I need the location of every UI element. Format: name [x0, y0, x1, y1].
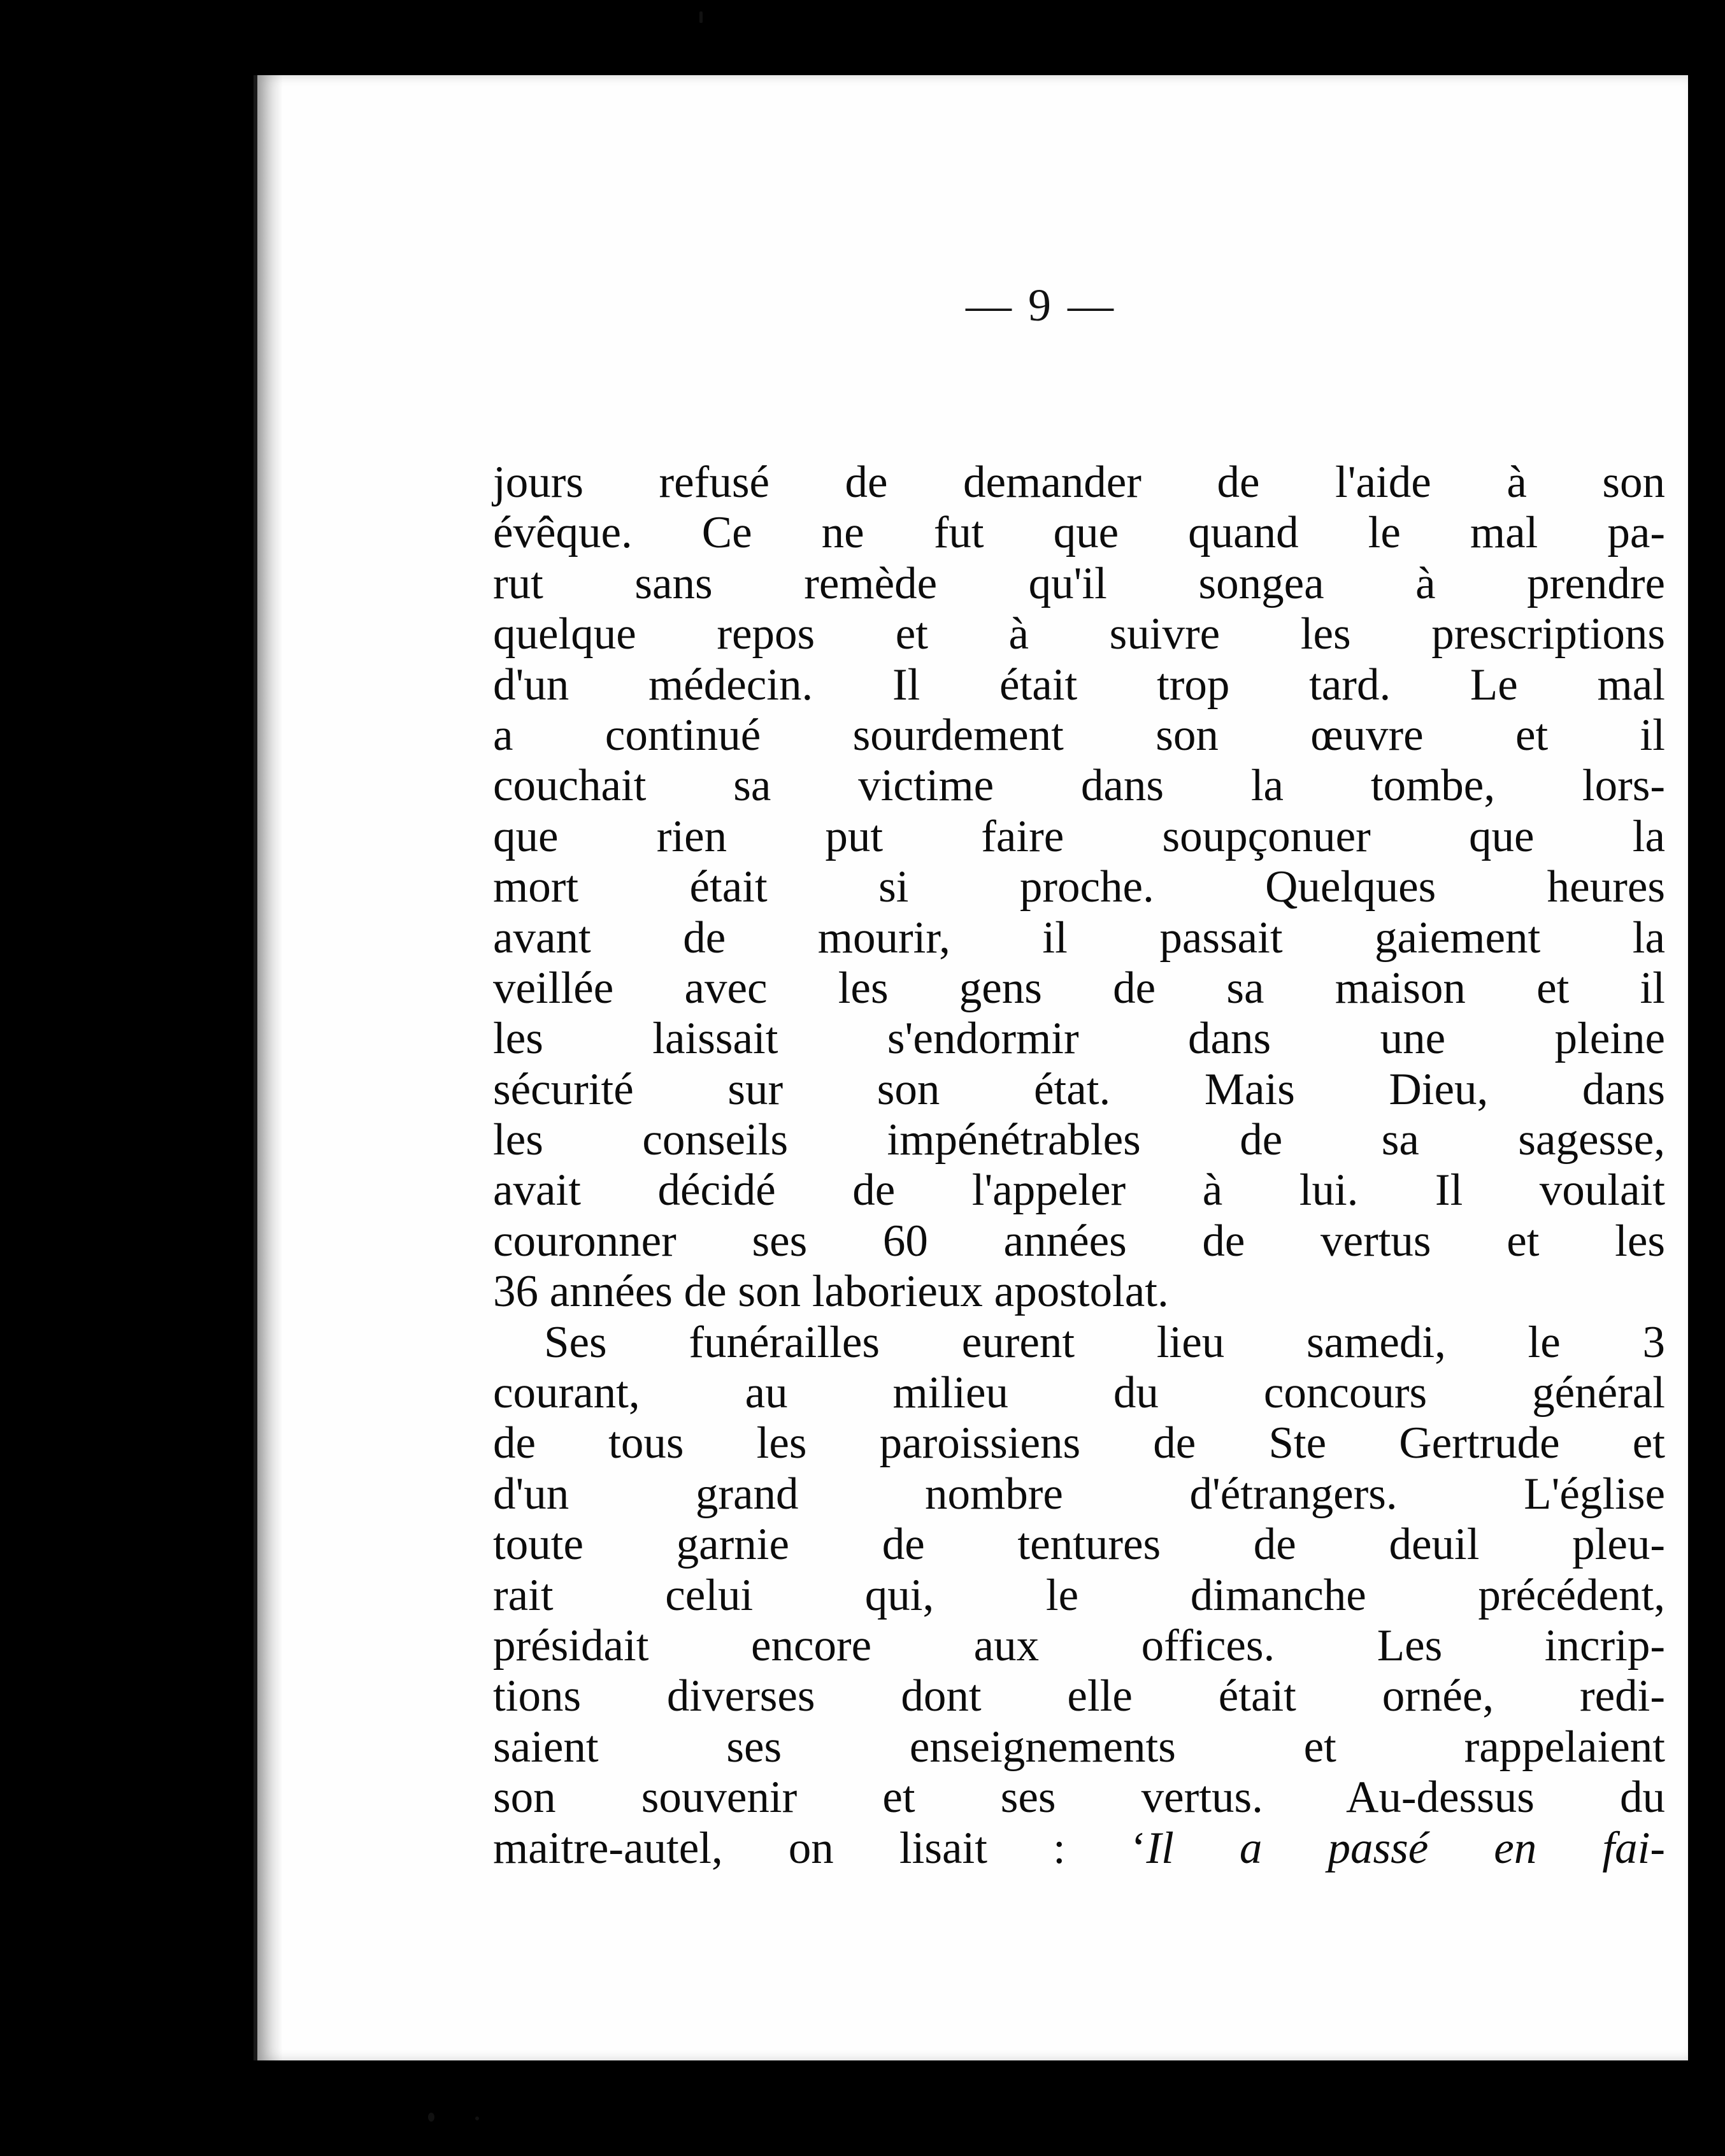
text-line: tions diverses dont elle était ornée, redi- [493, 1671, 1665, 1721]
text-line: d'un médecin. Il était trop tard. Le mal [493, 659, 1665, 710]
text-line: quelque repos et à suivre les prescriptions [493, 609, 1665, 659]
scan-speck [475, 2116, 479, 2120]
text-line: a continué sourdement son œuvre et il [493, 710, 1665, 760]
page-gutter-shadow [257, 75, 283, 2060]
text-line: 36 années de son laborieux apostolat. [493, 1267, 1169, 1317]
text-line: Ses funérailles eurent lieu samedi, le 3 [544, 1317, 1665, 1367]
scan-speck [699, 11, 703, 23]
text-line: évêque. Ce ne fut que quand le mal pa- [493, 508, 1665, 558]
text-line: avant de mourir, il passait gaiement la [493, 912, 1665, 963]
final-line-italic: Il a passé en fai- [1146, 1823, 1665, 1873]
text-line: toute garnie de tentures de deuil pleu- [493, 1520, 1665, 1570]
text-line: que rien put faire soupçonuer que la [493, 811, 1665, 861]
body-text [493, 457, 1665, 1874]
scan-speck [428, 2113, 434, 2122]
text-line-final [493, 1823, 1665, 1874]
book-page [254, 75, 1688, 2060]
page-number: — 9 — [966, 280, 1116, 331]
text-line: courant, au milieu du concours général [493, 1368, 1665, 1418]
text-line: rait celui qui, le dimanche précédent, [493, 1570, 1665, 1620]
text-line: sécurité sur son état. Mais Dieu, dans [493, 1064, 1665, 1114]
text-line: les conseils impénétrables de sa sagesse, [493, 1115, 1665, 1165]
text-line: de tous les paroissiens de Ste Gertrude et [493, 1418, 1665, 1469]
final-line-roman: maitre-autel, on lisait : ‘ [493, 1823, 1147, 1873]
text-line: veillée avec les gens de sa maison et il [493, 963, 1665, 1013]
text-line: les laissait s'endormir dans une pleine [493, 1014, 1665, 1064]
text-line: d'un grand nombre d'étrangers. L'église [493, 1469, 1665, 1519]
text-line: son souvenir et ses vertus. Au-dessus du [493, 1772, 1665, 1823]
text-line: mort était si proche. Quelques heures [493, 862, 1665, 912]
text-line: jours refusé de demander de l'aide à son [493, 457, 1665, 507]
text-line: couchait sa victime dans la tombe, lors- [493, 761, 1665, 811]
text-line: saient ses enseignements et rappelaient [493, 1721, 1665, 1772]
text-line: couronner ses 60 années de vertus et les [493, 1216, 1665, 1266]
text-line: avait décidé de l'appeler à lui. Il voulait [493, 1165, 1665, 1216]
text-line: rut sans remède qu'il songea à prendre [493, 558, 1665, 608]
text-line: présidait encore aux offices. Les incrip- [493, 1620, 1665, 1671]
